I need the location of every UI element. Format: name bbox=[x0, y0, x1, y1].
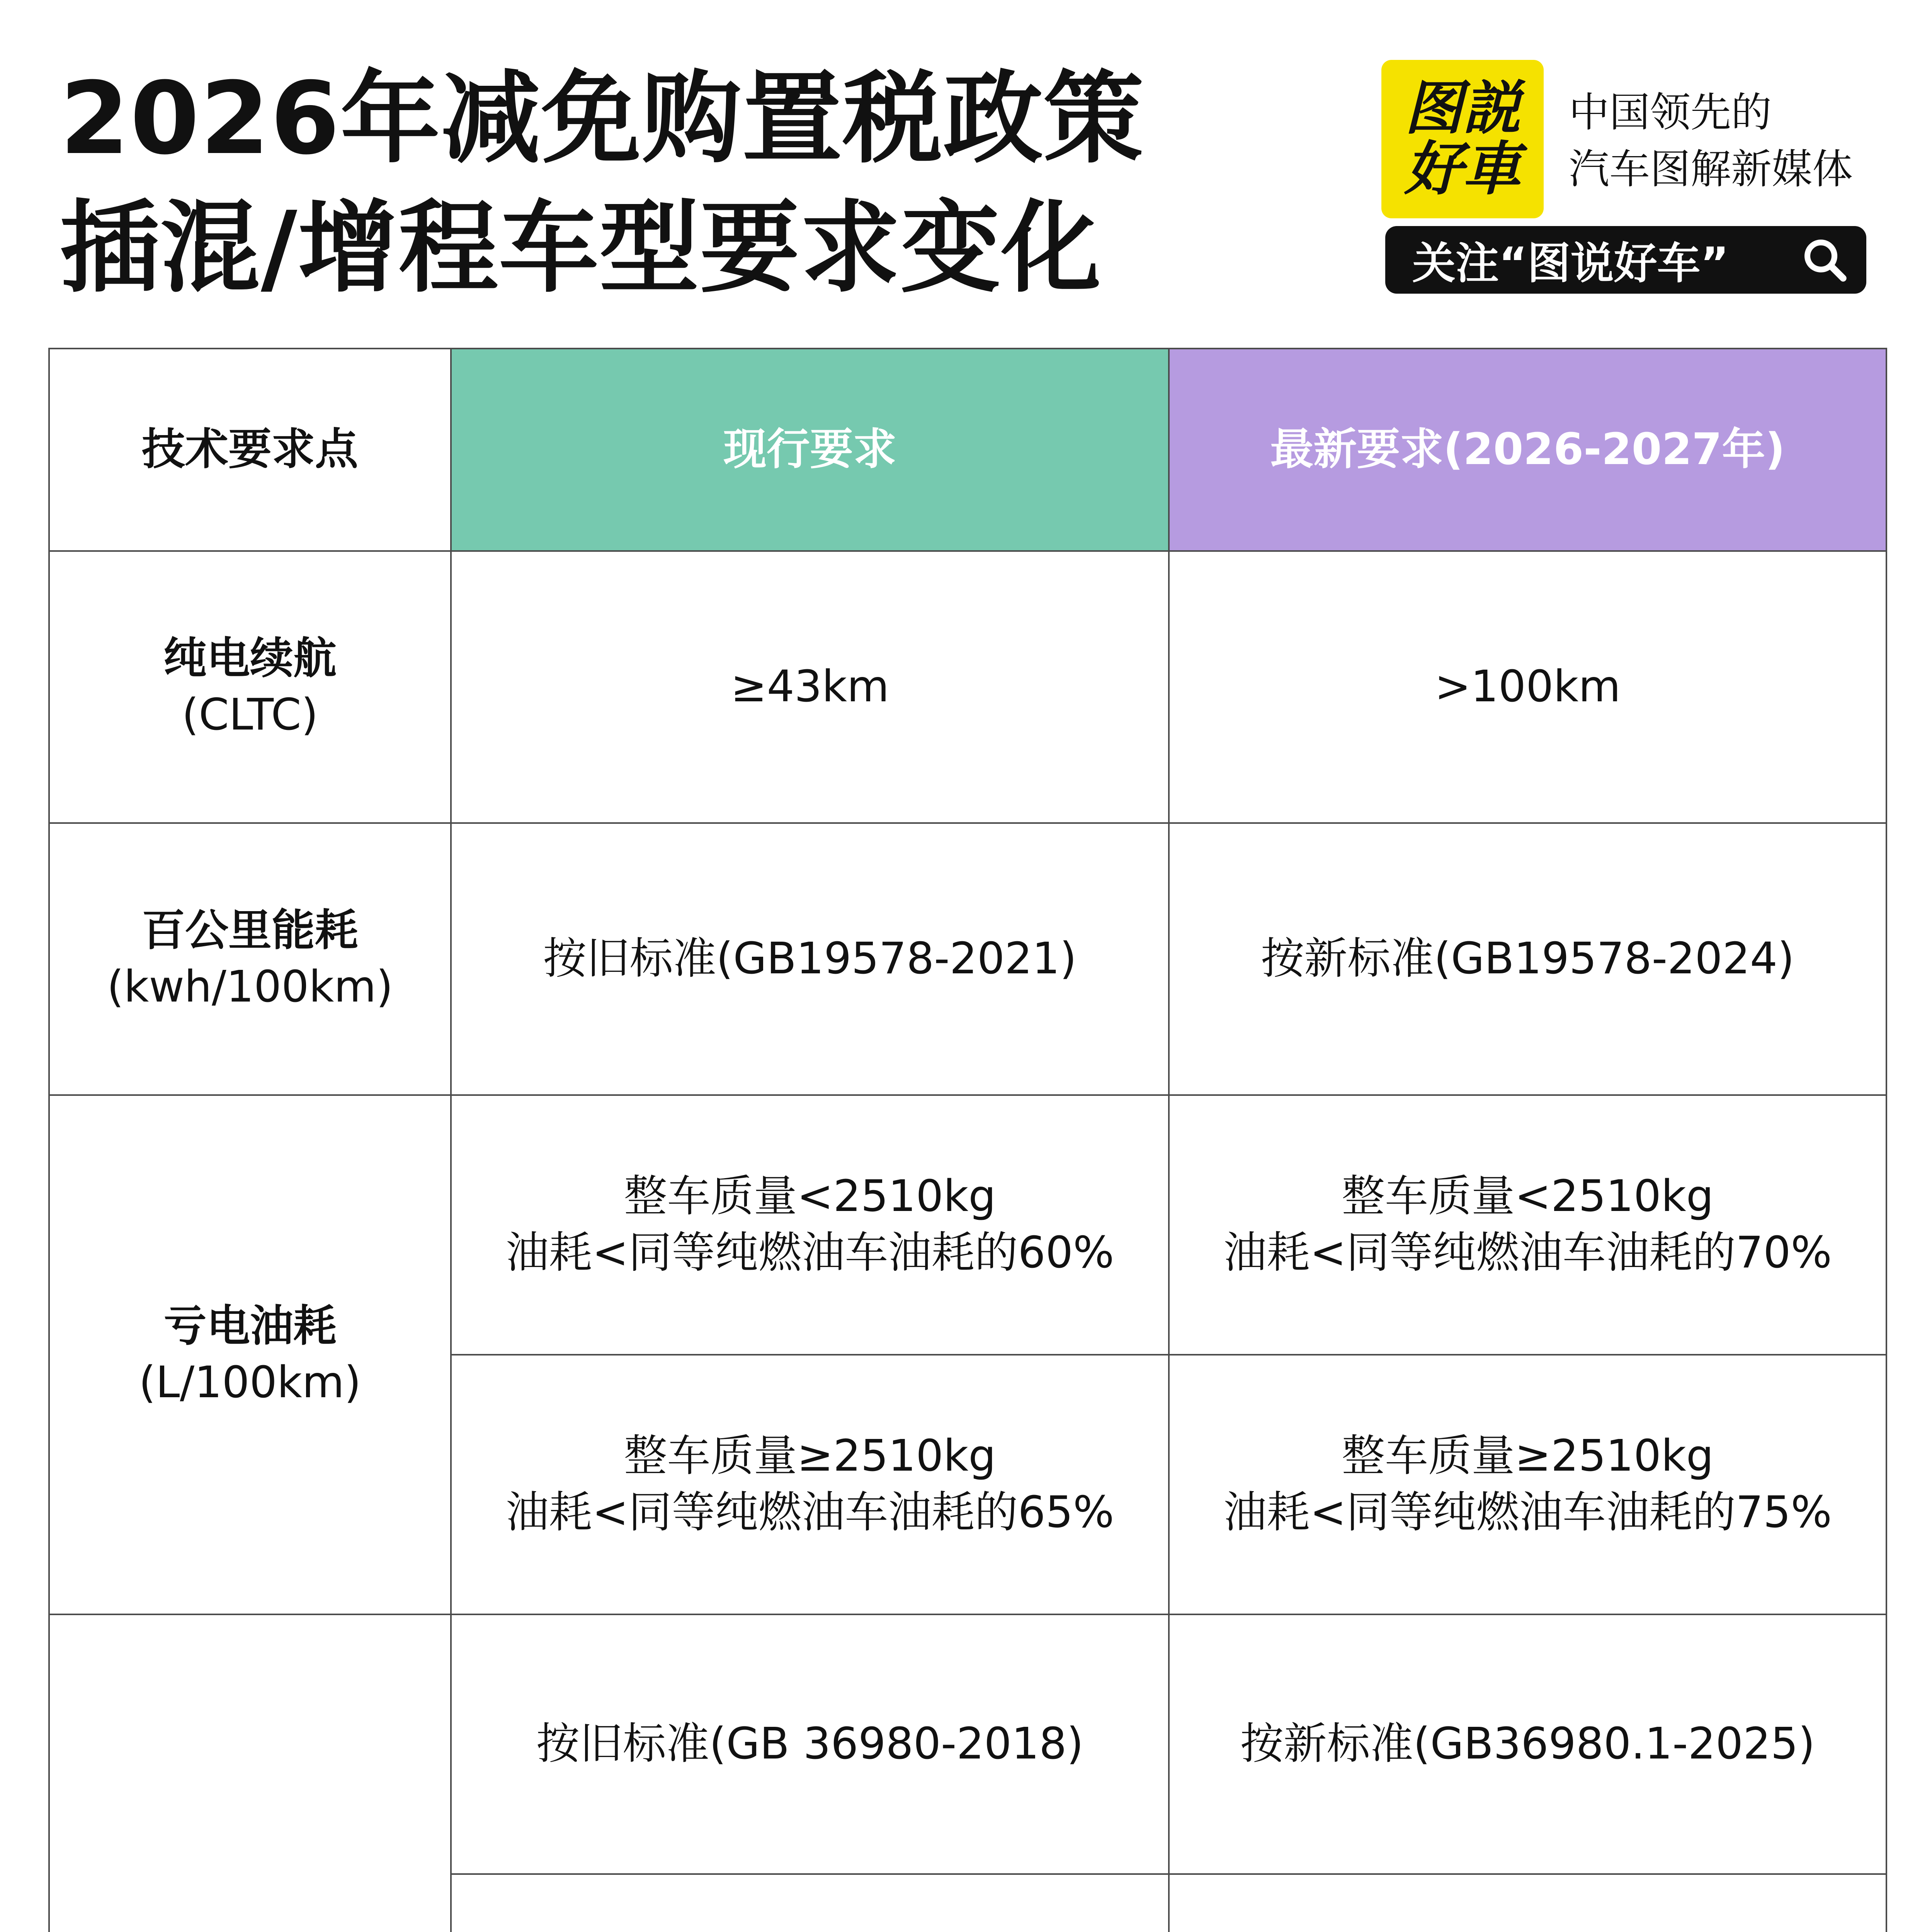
energy-current: 按旧标准(GB19578-2021) bbox=[451, 823, 1169, 1095]
header-latest-requirement: 最新要求(2026-2027年) bbox=[1169, 349, 1886, 551]
table-row-fuel-1 bbox=[49, 1095, 1886, 1355]
row-label-ev-range bbox=[49, 551, 451, 823]
fuel-unit: (L/100km) bbox=[139, 1357, 361, 1408]
row-label-energy bbox=[49, 823, 451, 1095]
brand-slogan-line-2: 汽车图解新媒体 bbox=[1569, 146, 1853, 193]
brand-slogan bbox=[1569, 84, 1917, 198]
table-row-energy bbox=[49, 823, 1886, 1095]
fuel-current-2-mass: 整车质量≥2510kg bbox=[624, 1431, 996, 1481]
follow-banner[interactable] bbox=[1385, 226, 1866, 294]
brand-logo-line-2: 好車 bbox=[1404, 136, 1520, 203]
electric-standard-current: 按旧标准(GB 36980-2018) bbox=[451, 1614, 1169, 1874]
electric-latest-1 bbox=[1169, 1874, 1886, 1932]
search-icon bbox=[1801, 236, 1849, 284]
fuel-latest-1-limit: 油耗<同等纯燃油车油耗的70% bbox=[1223, 1228, 1832, 1278]
table-header-row bbox=[49, 349, 1886, 551]
electric-current-1 bbox=[451, 1874, 1169, 1932]
table-row-ev-range bbox=[49, 551, 1886, 823]
ev-range-current: ≥43km bbox=[451, 551, 1169, 823]
ev-range-unit: (CLTC) bbox=[182, 690, 318, 740]
fuel-current-1 bbox=[451, 1095, 1169, 1355]
electric-standard-latest: 按新标准(GB36980.1-2025) bbox=[1169, 1614, 1886, 1874]
row-label-electric bbox=[49, 1614, 451, 1932]
energy-label: 百公里能耗 bbox=[142, 905, 358, 956]
header-tech-point: 技术要求点 bbox=[49, 349, 451, 551]
header-current-requirement: 现行要求 bbox=[451, 349, 1169, 551]
table-row-electric-standard bbox=[49, 1614, 1886, 1874]
fuel-latest-2-limit: 油耗<同等纯燃油车油耗的75% bbox=[1223, 1487, 1832, 1537]
energy-unit: (kwh/100km) bbox=[107, 962, 393, 1012]
brand-logo-line-1: 图説 bbox=[1404, 75, 1520, 142]
title-line-1: 2026年减免购置税政策 bbox=[60, 61, 1145, 177]
brand-slogan-line-1: 中国领先的 bbox=[1569, 89, 1772, 136]
requirements-table bbox=[48, 348, 1887, 1932]
fuel-latest-1-mass: 整车质量<2510kg bbox=[1342, 1171, 1714, 1222]
fuel-current-1-limit: 油耗<同等纯燃油车油耗的60% bbox=[505, 1228, 1114, 1278]
title-line-2: 插混/增程车型要求变化 bbox=[60, 190, 1102, 306]
fuel-current-2-limit: 油耗<同等纯燃油车油耗的65% bbox=[505, 1487, 1114, 1537]
fuel-current-1-mass: 整车质量<2510kg bbox=[624, 1171, 996, 1222]
ev-range-latest: >100km bbox=[1169, 551, 1886, 823]
energy-latest: 按新标准(GB19578-2024) bbox=[1169, 823, 1886, 1095]
fuel-current-2 bbox=[451, 1355, 1169, 1614]
fuel-label: 亏电油耗 bbox=[163, 1301, 337, 1352]
fuel-latest-2-mass: 整车质量≥2510kg bbox=[1342, 1431, 1714, 1481]
row-label-fuel bbox=[49, 1095, 451, 1614]
page-title bbox=[60, 54, 1144, 313]
ev-range-label: 纯电续航 bbox=[163, 633, 337, 684]
fuel-latest-1 bbox=[1169, 1095, 1886, 1355]
brand-logo bbox=[1381, 60, 1544, 218]
follow-text: 关注“图说好车” bbox=[1412, 238, 1729, 289]
fuel-latest-2 bbox=[1169, 1355, 1886, 1614]
